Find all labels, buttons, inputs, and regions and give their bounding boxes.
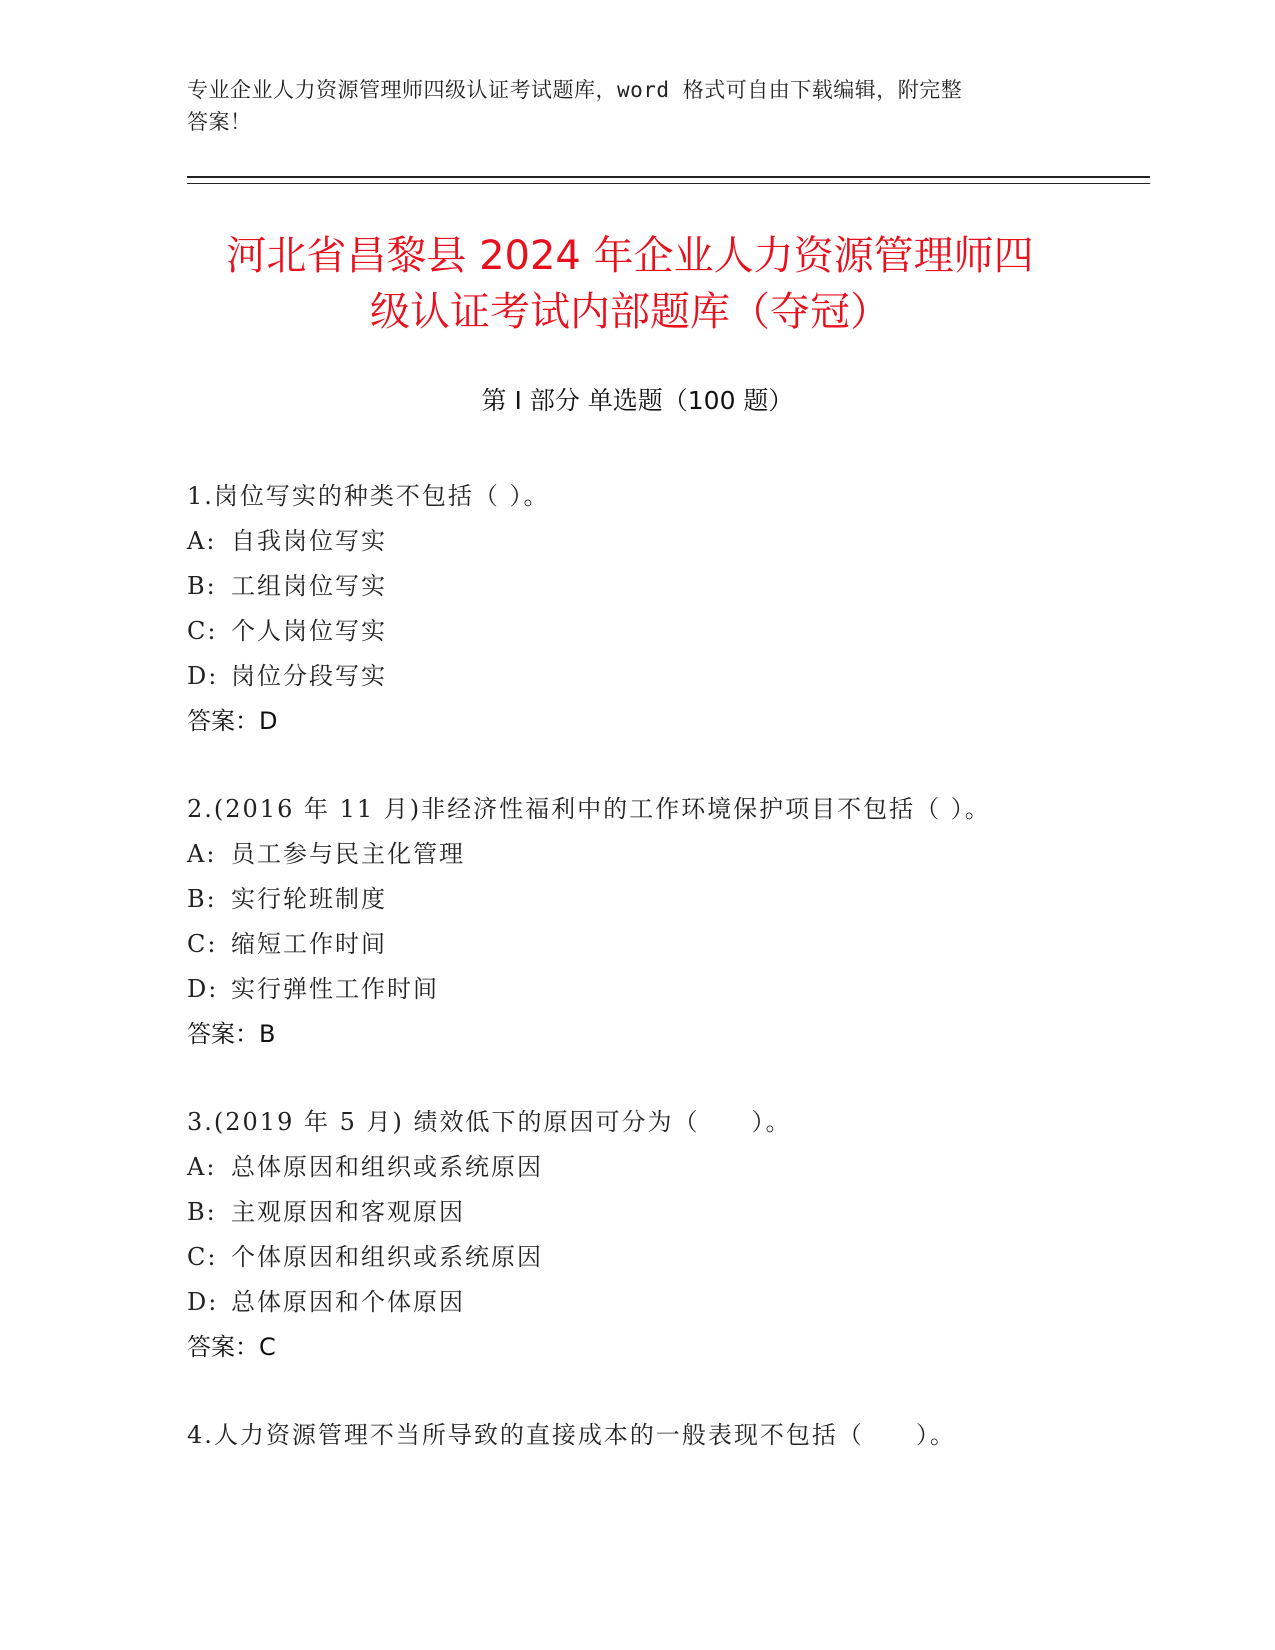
- header-note-line-2: 答案！: [187, 110, 252, 134]
- answer: 答案：D: [187, 707, 278, 735]
- header-divider-thick: [187, 176, 1150, 178]
- option-b: [187, 564, 1147, 609]
- header-note-line-1: 专业企业人力资源管理师四级认证考试题库，word 格式可自由下载编辑，附完整: [187, 78, 963, 102]
- option-key: A:: [187, 840, 217, 868]
- option-text: 个人岗位写实: [231, 617, 387, 645]
- option-text: 员工参与民主化管理: [231, 840, 465, 868]
- option-text: 实行轮班制度: [231, 885, 387, 913]
- option-c: [187, 922, 1147, 967]
- option-text: 自我岗位写实: [231, 527, 387, 555]
- question-stem: 3.(2019 年 5 月) 绩效低下的原因可分为（ ）。: [187, 1108, 792, 1136]
- option-key: C:: [187, 930, 218, 958]
- option-text: 主观原因和客观原因: [231, 1198, 465, 1226]
- option-d: [187, 654, 1147, 699]
- question-4: [187, 1413, 1147, 1458]
- option-text: 个体原因和组织或系统原因: [231, 1243, 543, 1271]
- option-a: [187, 519, 1147, 564]
- option-key: D:: [187, 662, 219, 690]
- option-key: D:: [187, 975, 219, 1003]
- answer: 答案：C: [187, 1333, 276, 1361]
- option-d: [187, 1280, 1147, 1325]
- document-title: [180, 228, 1080, 340]
- option-key: C:: [187, 1243, 218, 1271]
- option-text: 实行弹性工作时间: [231, 975, 439, 1003]
- option-a: [187, 832, 1147, 877]
- option-text: 总体原因和组织或系统原因: [231, 1153, 543, 1181]
- option-key: A:: [187, 527, 217, 555]
- option-b: [187, 877, 1147, 922]
- option-key: B:: [187, 1198, 217, 1226]
- question-stem: 4.人力资源管理不当所导致的直接成本的一般表现不包括（ ）。: [187, 1421, 956, 1449]
- question-2: [187, 787, 1147, 1057]
- option-key: D:: [187, 1288, 219, 1316]
- option-key: B:: [187, 885, 217, 913]
- question-3: [187, 1100, 1147, 1370]
- option-c: [187, 1235, 1147, 1280]
- option-text: 总体原因和个体原因: [231, 1288, 465, 1316]
- option-text: 岗位分段写实: [231, 662, 387, 690]
- option-c: [187, 609, 1147, 654]
- option-text: 缩短工作时间: [231, 930, 387, 958]
- document-title-line-2: 级认证考试内部题库（夺冠）: [370, 289, 890, 335]
- option-key: B:: [187, 572, 217, 600]
- question-1: [187, 474, 1147, 744]
- question-stem: 2.(2016 年 11 月)非经济性福利中的工作环境保护项目不包括（ ）。: [187, 795, 991, 823]
- option-key: C:: [187, 617, 218, 645]
- option-a: [187, 1145, 1147, 1190]
- section-title: 第 I 部分 单选题（100 题）: [481, 386, 794, 415]
- option-d: [187, 967, 1147, 1012]
- header-divider-thin: [187, 183, 1150, 184]
- question-stem: 1.岗位写实的种类不包括（ ）。: [187, 482, 550, 510]
- header-note: [187, 74, 1087, 138]
- document-title-line-1: 河北省昌黎县 2024 年企业人力资源管理师四: [226, 233, 1034, 279]
- option-b: [187, 1190, 1147, 1235]
- option-text: 工组岗位写实: [231, 572, 387, 600]
- option-key: A:: [187, 1153, 217, 1181]
- question-list: [187, 474, 1147, 1501]
- answer: 答案：B: [187, 1020, 276, 1048]
